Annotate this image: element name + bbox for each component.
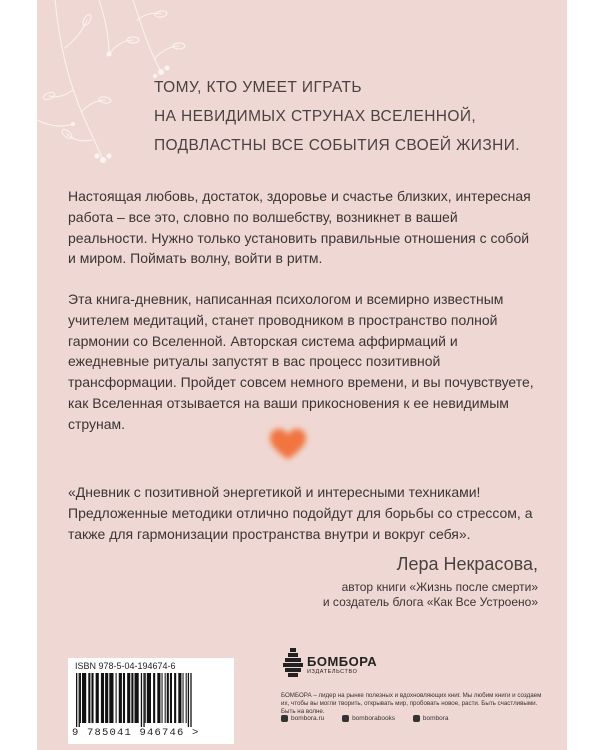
publisher-name: БОМБОРА (307, 654, 378, 669)
social-telegram[interactable] (413, 715, 449, 722)
barcode-bars (74, 673, 228, 727)
social-telegram-label: bombora (422, 715, 449, 722)
social-vk-label: bomborabooks (352, 715, 396, 722)
isbn-barcode (68, 658, 234, 744)
description-paragraph-2: Эта книга-дневник, написанная психологом и всемирно известным учителем медитаций, станет проводником в пространство полной гармонии со Вселенной. Авторская система аффирмаций и ежедневные ритуалы запустят в вас процесс позитивной трансформации. Пройдет совсем немного времени, и вы почувствуете, как Вселенная отзывается на ваши прикосновения к ее невидимым струнам. (68, 291, 534, 432)
book-back-cover (37, 0, 567, 750)
globe-icon (281, 715, 288, 722)
publisher-socials (281, 715, 551, 724)
bombora-logo-icon (282, 648, 304, 678)
social-vk[interactable] (342, 715, 395, 722)
publisher-description: БОМБОРА – лидер на рынке полезных и вдохновляющих книг. Мы любим книги и создаем их, чтобы вы могли творить, открывать мир, пробовать новое, расти. Быть счастливыми. Быть на волне. (281, 692, 542, 716)
vk-icon (342, 715, 349, 722)
publisher-subtitle: ИЗДАТЕЛЬСТВО (307, 669, 358, 675)
testimonial-quote: «Дневник с позитивной энергетикой и интересными техниками! Предложенные методики отлично подойдут для борьбы со стрессом, а также для гармонизации пространства внутри и вокруг себя». (68, 484, 533, 542)
quote-author-name: Лера Некрасова, (396, 554, 538, 574)
social-website-label: bombora.ru (291, 715, 325, 722)
description-paragraph-1: Настоящая любовь, достаток, здоровье и счастье близких, интересная работа – все это, словно по волшебству, возникнет в вашей реальности. Нужно только установить правильные отношения с собой и миром. Поймать волну, войти в ритм. (68, 188, 531, 267)
headline-line-1: ТОМУ, КТО УМЕЕТ ИГРАТЬ (154, 79, 362, 96)
isbn-number: ISBN 978-5-04-194674-6 (75, 661, 176, 671)
headline-line-2: НА НЕВИДИМЫХ СТРУНАХ ВСЕЛЕННОЙ, (154, 108, 477, 125)
quote-author-blog: и создатель блога «Как Все Устроено» (322, 595, 538, 609)
social-website[interactable] (281, 715, 324, 722)
headline-line-3: ПОДВЛАСТНЫ ВСЕ СОБЫТИЯ СВОЕЙ ЖИЗНИ. (154, 137, 520, 154)
headline (154, 73, 554, 160)
telegram-icon (413, 715, 420, 722)
quote-author-description: автор книги «Жизнь после смерти» (341, 580, 538, 594)
barcode-digits: 9 785041 946746 > (72, 727, 200, 739)
heart-icon (261, 418, 315, 472)
